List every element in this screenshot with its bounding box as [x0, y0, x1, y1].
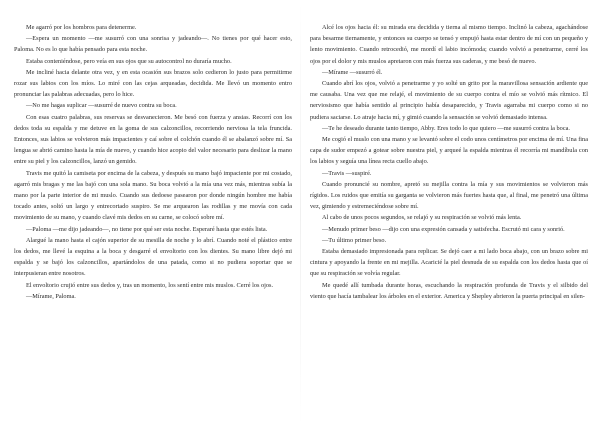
paragraph: —Mírame, Paloma. — [26, 292, 76, 300]
paragraph: Estaba demasiado impresionada para replicar. Se dejó caer a mi lado boca abajo, con un brazo sobre mi cintura y apoyando la frente en mi mejilla. Acaricié la piel desnuda de su espalda con los dedos hasta que oí que su respiración se volvía regular. — [310, 248, 588, 278]
paragraph: Cuando pronuncié su nombre, apretó su mejilla contra la mía y sus movimientos se volvieron más rígidos. Los ruidos que emitía su garganta se volvieron más fuertes hasta que, al final, me penetró una última vez, gimiendo y estremeciéndose sobre mí. — [310, 180, 588, 211]
paragraph: Estaba conteniéndose, pero veía en sus ojos que su autocontrol no duraría mucho. — [26, 57, 232, 65]
paragraph: —Tu último primer beso. — [322, 236, 387, 244]
paragraph: Al cabo de unos pocos segundos, se relajó y su respiración se volvió más lenta. — [322, 214, 522, 222]
paragraph: Cuando abrí los ojos, volvió a penetrarme y yo solté un grito por la maravillosa sensación ardiente que me causaba. Una vez que me relajé, el movimiento de su cuerpo contra el mío se volvió más rítmico. El nerviosismo que había sentido al principio había desaparecido, y Travis agarraba mi cuerpo como si no pudiera saciarse. Lo atraje hacia mí, y gimió cuando la sensación se volvió demasiado intensa. — [310, 80, 588, 121]
paragraph: Alargué la mano hasta el cajón superior de su mesilla de noche y lo abrí. Cuando noté el plástico entre los dedos, me llevé la esquina a la boca y desgarré el envoltorio con los dientes. Su mano libre dejó mi espalda y se bajó los calzoncillos, apartándolos de una patada, como si no pudiera soportar que se interpusieran entre nosotros. — [14, 236, 292, 278]
left-page — [14, 22, 292, 422]
paragraph: Con esas cuatro palabras, sus reservas se desvanecieron. Me besó con fuerza y ansias. Recorrí con los dedos toda su espalda y me detuve en la goma de sus calzoncillos, recorriendo nerviosa la tela fruncida. Entonces, sus labios se volvieron más impacientes y caí sobre el colchón cuando él se abalanzó sobre mí. Sa lengua se abrió camino hasta la mía de nuevo, y cuando hice acopio del valor necesario para deslizar la mano entre su piel y los calzoncillos, lanzó un gemido. — [14, 113, 292, 166]
paragraph: Me agarró por los hombros para detenerme. — [26, 24, 137, 31]
paragraph: —No me hagas suplicar —susurré de nuevo contra su boca. — [26, 102, 177, 110]
paragraph: Me incliné hacia delante otra vez, y en esta ocasión sus brazos solo cedieron lo justo para permitirme rozar sus labios con los míos. Lo miré con las cejas arqueadas, decidida. Me llevó un momento entro pronunciar las palabras adecuadas, pero lo hice. — [14, 68, 292, 99]
paragraph: —Travis —suspiré. — [322, 169, 372, 177]
paragraph: Alcé los ojos hacia él: su mirada era decidida y tierna al mismo tiempo. Inclinó la cabeza, agachándose para besarme tiernamente, y entonces su cuerpo se tensó y empujó hasta estar dentro de mí con un pequeño y lento movimiento. Cuando retrocedió, me mordí el labio incómoda; cuando volvió a penetrarme, cerré los ojos por el dolor y mis muslos apretaron con más fuerza sus caderas, y me besó de nuevo. — [310, 24, 588, 65]
paragraph: El envoltorio crujió entre sus dedos y, tras un momento, los sentí entre mis muslos. Cerré los ojos. — [26, 281, 274, 289]
paragraph: —Te he deseado durante tanto tiempo, Abby. Eres todo lo que quiero —me susurró contra la boca. — [322, 124, 570, 132]
paragraph: Me quedé allí tumbada durante horas, escuchando la respiración profunda de Travis y el silbido del viento que hacía tambalear los árboles en el exterior. America y Shepley abrieron la puerta principal en silen- — [310, 281, 588, 300]
paragraph: —Paloma —me dijo jadeando—, no tiene por qué ser esta noche. Esperaré hasta que estés lista. — [26, 225, 268, 233]
paragraph: Travis me quitó la camiseta por encima de la cabeza, y después su mano bajó impaciente por mi costado, agarró mis bragas y me las bajó con una sola mano. Su boca volvió a la mía una vez más, mientras subía la mano por la parte interior de mi muslo. Cuando sus dedoese pasearon por donde ningún hombre me había tocado antes, soltó un largo y entrecortado suspiro. Se me arquearon las rodillas y me movía con cada movimiento de su mano, y cuando clavé mis dedos en su carne, se colocó sobre mí. — [14, 169, 292, 222]
paragraph: —Menudo primer beso —dijo con una expresión cansada y satisfecha. Escrutó mi cara y sonrió. — [322, 225, 565, 233]
right-page — [310, 22, 588, 422]
paragraph: —Espera un momento —me susurró con una sonrisa y jadeando—. No tienes por qué hacer esto, Paloma. No es lo que había pensado para esta noche. — [14, 35, 292, 54]
paragraph: Me cogió el muslo con una mano y se levantó sobre el codo unos centímetros por encima de mí. Una fina capa de sudor empezó a gotear sobre nuestra piel, y arqueé la espalda mientras él recorría mi mandíbula con los labios y seguía una línea recta cuello abajo. — [310, 136, 588, 166]
paragraph: —Mírame —susurró él. — [322, 68, 383, 76]
page-gutter — [300, 0, 301, 428]
